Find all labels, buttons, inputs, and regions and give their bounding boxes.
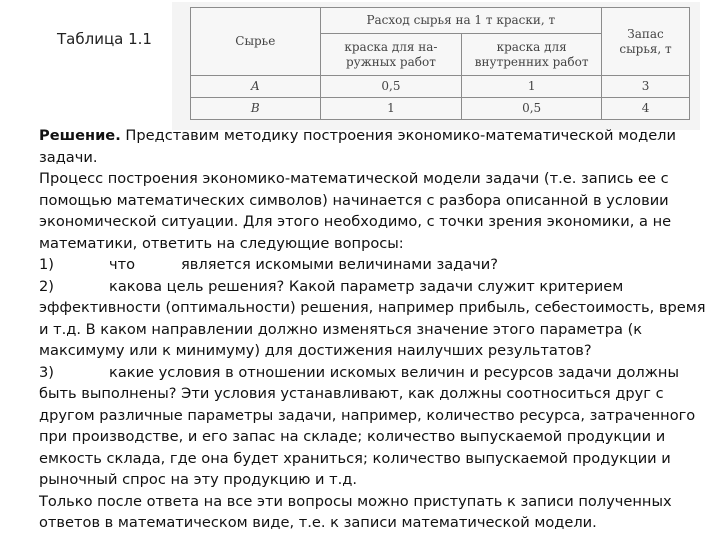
table-caption: Таблица 1.1 xyxy=(57,30,152,48)
list-number: 2) xyxy=(39,277,54,295)
text-line: ответов в математическом виде, т.е. к записи математической модели. xyxy=(39,514,597,531)
text-line: емкость склада, где она будет храниться; количество выпускаемой продукции и xyxy=(39,449,671,467)
text-fragment: какова цель решения? Какой параметр задачи служит критерием xyxy=(109,277,624,295)
cell-indoor: 0,5 xyxy=(462,98,602,120)
text-line: максимуму или к минимуму) для достижения наилучших результатов? xyxy=(39,342,592,359)
header-raw-material: Сырье xyxy=(191,8,321,76)
cell-indoor: 1 xyxy=(462,76,602,98)
text-line: быть выполнены? Эти условия устанавливают, как должны соотноситься друг с xyxy=(39,385,664,402)
solution-text xyxy=(39,125,705,534)
text-line: математики, ответить на следующие вопросы: xyxy=(39,234,404,252)
raw-material-table xyxy=(190,7,690,120)
question-1 xyxy=(39,254,705,276)
header-consumption: Расход сырья на 1 т краски, т xyxy=(320,8,601,34)
text-fragment: что xyxy=(109,256,136,273)
question-3 xyxy=(39,362,705,384)
text-line: при производстве, и его запас на складе; количество выпускаемой продукции и xyxy=(39,428,666,445)
list-number: 1) xyxy=(39,256,54,273)
text-line xyxy=(39,125,705,147)
cell-outdoor: 1 xyxy=(320,98,462,120)
text-fragment: является искомыми величинами задачи? xyxy=(181,256,499,273)
cell-stock: 3 xyxy=(602,76,690,98)
text-line: и т.д. В каком направлении должно изменяться значение этого параметра (к xyxy=(39,320,643,338)
header-indoor-paint: краска для внутренних работ xyxy=(462,34,602,76)
text-line: эффективности (оптимальности) решения, например прибыль, себестоимость, время xyxy=(39,299,706,316)
text-line: задачи. xyxy=(39,148,98,166)
text-line: помощью математических символов) начинается с разбора описанной в условии xyxy=(39,191,669,209)
table-row xyxy=(191,98,690,120)
row-name: B xyxy=(191,98,321,120)
solution-heading: Решение. xyxy=(39,127,121,144)
header-stock: Запас сырья, т xyxy=(602,8,690,76)
scanned-table-image xyxy=(172,2,700,130)
cell-stock: 4 xyxy=(602,98,690,120)
header-outdoor-paint: краска для на-ружных работ xyxy=(320,34,462,76)
table-row xyxy=(191,76,690,98)
text-fragment: какие условия в отношении искомых величин и ресурсов задачи должны xyxy=(109,363,679,381)
text-line: Только после ответа на все эти вопросы можно приступать к записи полученных xyxy=(39,492,672,510)
row-name: A xyxy=(191,76,321,98)
question-2 xyxy=(39,276,705,298)
list-number: 3) xyxy=(39,363,54,381)
text-line: рыночный спрос на эту продукцию и т.д. xyxy=(39,471,358,488)
text-line: Процесс построения экономико-математической модели задачи (т.е. запись ее с xyxy=(39,170,669,187)
text-line: другом различные параметры задачи, например, количество ресурса, затраченного xyxy=(39,406,696,424)
text-fragment: Представим методику построения экономико-математической модели xyxy=(120,127,676,144)
text-line: экономической ситуации. Для этого необходимо, с точки зрения экономики, а не xyxy=(39,213,672,230)
cell-outdoor: 0,5 xyxy=(320,76,462,98)
